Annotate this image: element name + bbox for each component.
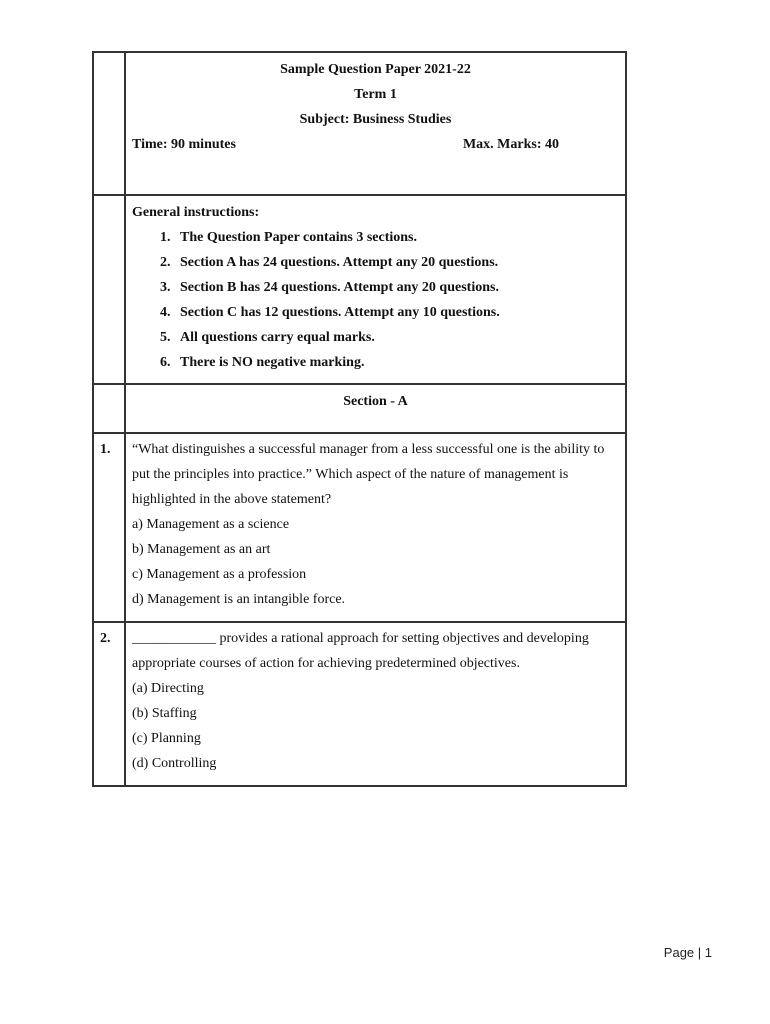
- section-title: Section - A: [343, 394, 408, 409]
- question-options: [132, 676, 619, 776]
- time-marks-row: [132, 132, 619, 157]
- instructions-number-cell: [93, 195, 125, 384]
- paper-subject: Subject: Business Studies: [299, 112, 452, 127]
- instruction-item: 1. The Question Paper contains 3 sections.: [174, 225, 619, 250]
- option: b) Management as an art: [132, 542, 271, 557]
- option: c) Management as a profession: [132, 567, 307, 582]
- instructions-row: [93, 195, 626, 384]
- header-number-cell: [93, 52, 125, 195]
- option: (c) Planning: [132, 731, 201, 746]
- option: (b) Staffing: [132, 706, 197, 721]
- instruction-item: 2. Section A has 24 questions. Attempt any 20 questions.: [174, 250, 619, 275]
- section-number-cell: [93, 384, 125, 433]
- time-label: Time: 90 minutes: [132, 137, 236, 152]
- page-number: Page | 1: [663, 945, 712, 960]
- question-cell: [125, 433, 626, 622]
- paper-title: Sample Question Paper 2021-22: [280, 62, 471, 77]
- paper-term: Term 1: [354, 87, 397, 102]
- option: (d) Controlling: [132, 756, 217, 771]
- section-cell: [125, 384, 626, 433]
- question-paper-table: [92, 51, 627, 787]
- header-row: [93, 52, 626, 195]
- question-row: [93, 433, 626, 622]
- instruction-item: 3. Section B has 24 questions. Attempt any 20 questions.: [174, 275, 619, 300]
- question-text: ____________ provides a rational approach for setting objectives and developing appropriate courses of action for achieving predetermined objectives.: [132, 631, 589, 671]
- question-row: [93, 622, 626, 786]
- instructions-heading: General instructions:: [132, 205, 260, 220]
- option: a) Management as a science: [132, 517, 290, 532]
- option: d) Management is an intangible force.: [132, 592, 346, 607]
- max-marks-label: Max. Marks: 40: [462, 137, 559, 152]
- question-cell: [125, 622, 626, 786]
- question-number: 2.: [93, 622, 125, 786]
- header-cell: [125, 52, 626, 195]
- section-row: [93, 384, 626, 433]
- instruction-item: 4. Section C has 12 questions. Attempt any 10 questions.: [174, 300, 619, 325]
- instruction-item: 6. There is NO negative marking.: [174, 350, 619, 375]
- instruction-item: 5. All questions carry equal marks.: [174, 325, 619, 350]
- instructions-cell: [125, 195, 626, 384]
- question-number: 1.: [93, 433, 125, 622]
- question-text: “What distinguishes a successful manager from a less successful one is the ability to put the principles into practice.” Which aspect of the nature of management is highlighted in the above statement?: [132, 442, 605, 507]
- instructions-list: [132, 225, 619, 375]
- option: (a) Directing: [132, 681, 204, 696]
- question-options: [132, 512, 619, 612]
